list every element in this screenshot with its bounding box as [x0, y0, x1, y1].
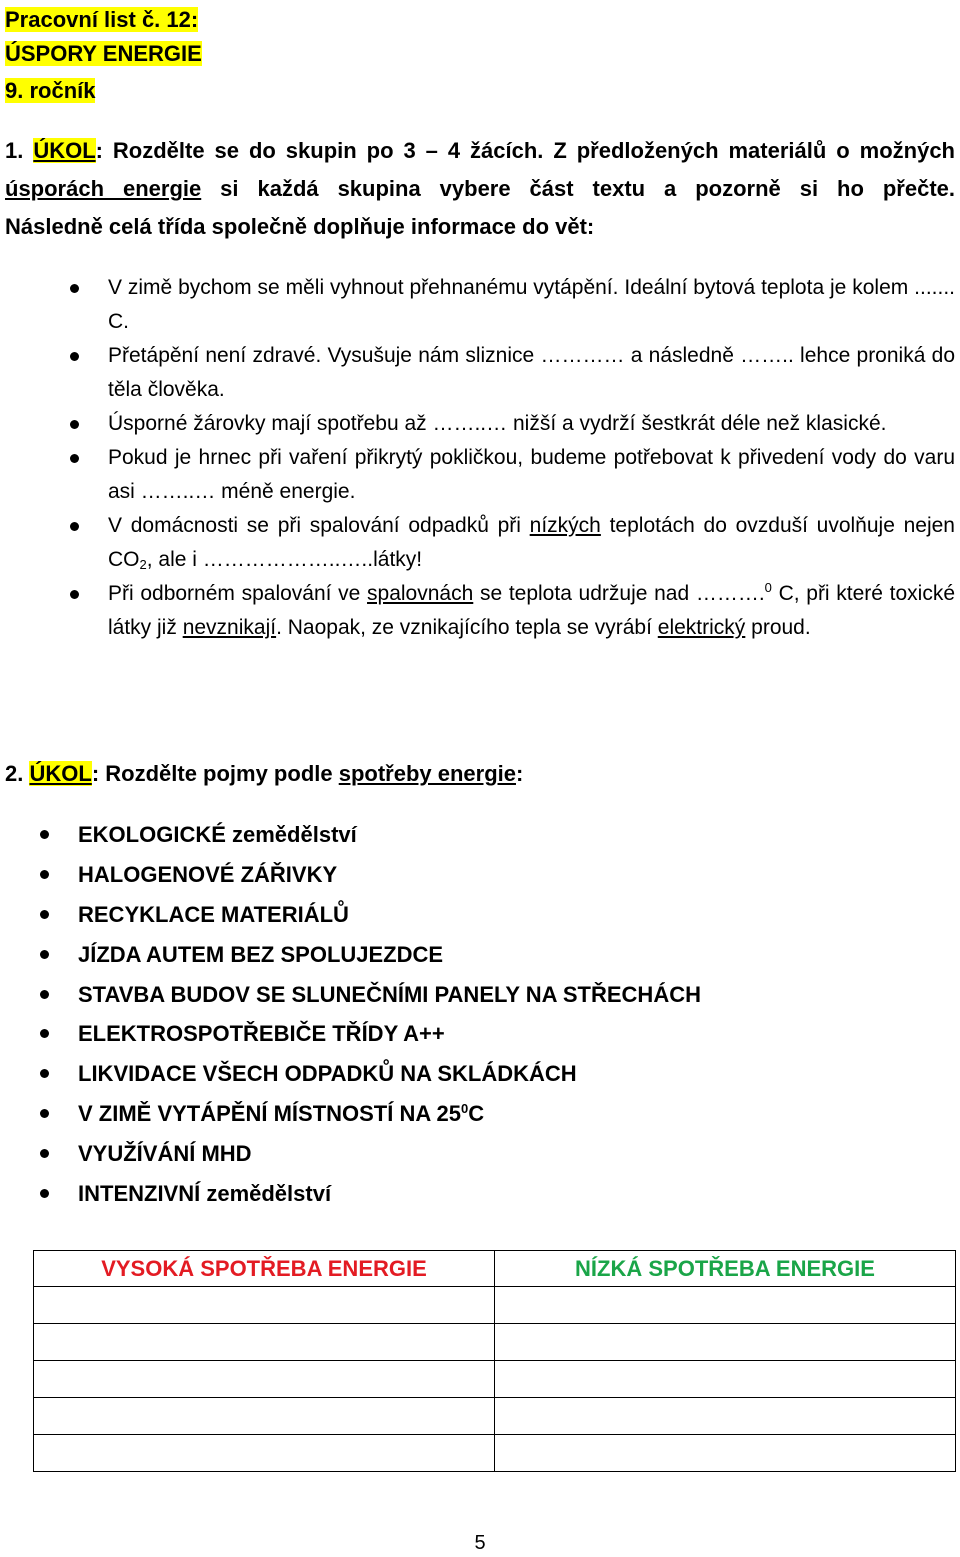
fill-item-text: Při odborném spalování ve: [108, 582, 368, 605]
fill-in-list: [70, 271, 955, 645]
page-number: 5: [474, 1532, 486, 1554]
task-2-link: spotřeby energie: [338, 761, 516, 786]
bullet-icon: [70, 454, 79, 463]
concept-text: STAVBA BUDOV SE SLUNEČNÍMI PANELY NA STŘECHÁCH: [78, 981, 701, 1007]
task-1-text-a: : Rozdělte se do skupin po 3 – 4 žácích. Z předložených materiálů o možných: [95, 138, 955, 163]
concept-text: EKOLOGICKÉ zemědělství: [78, 822, 357, 847]
concept-text: INTENZIVNÍ zemědělství: [78, 1181, 332, 1207]
concept-text: V ZIMĚ VYTÁPĚNÍ MÍSTNOSTÍ NA 25: [78, 1101, 462, 1127]
concept-list: [40, 815, 701, 1214]
task-1: [5, 132, 955, 246]
concept-item: [40, 1054, 701, 1094]
fill-item: [70, 509, 955, 577]
concept-item: [40, 1134, 701, 1174]
concept-text: ELEKTROSPOTŘEBIČE TŘÍDY A++: [78, 1021, 445, 1047]
task-1-line-2: [5, 170, 955, 208]
fill-item-text: Úsporné žárovky mají spotřebu až ……..… nižší a vydrží šestkrát déle než klasické.: [108, 412, 887, 435]
worksheet-topic: ÚSPORY ENERGIE: [5, 41, 202, 66]
concept-text: VYUŽÍVÁNÍ MHD: [78, 1141, 252, 1167]
high-consumption-header: VYSOKÁ SPOTŘEBA ENERGIE: [34, 1251, 495, 1287]
underlined-word: nízkých: [529, 514, 601, 537]
task-2: [5, 755, 955, 793]
bullet-icon: [40, 830, 49, 839]
table-cell[interactable]: [495, 1398, 956, 1435]
worksheet-title: [5, 3, 198, 37]
fill-item: [70, 407, 955, 441]
fill-item: [70, 441, 955, 509]
task-2-text-a: : Rozdělte pojmy podle: [91, 761, 339, 786]
table-cell[interactable]: [34, 1361, 495, 1398]
task-1-link: úsporách energie: [5, 176, 202, 201]
task-2-text-b: :: [516, 761, 524, 786]
concept-item: [40, 855, 701, 895]
bullet-icon: [40, 1149, 49, 1158]
table-row: [34, 1398, 956, 1435]
bullet-icon: [70, 352, 79, 361]
concept-item: [40, 1014, 701, 1054]
fill-item-text: C, při které toxické látky již: [108, 582, 956, 639]
bullet-icon: [70, 420, 79, 429]
concept-text: HALOGENOVÉ ZÁŘIVKY: [78, 861, 338, 887]
table-cell[interactable]: [495, 1435, 956, 1472]
table-row: [34, 1361, 956, 1398]
table-cell[interactable]: [495, 1324, 956, 1361]
task-1-text-b: si každá skupina vybere část textu a pozorně si ho přečte.: [201, 176, 955, 201]
table-row: [34, 1287, 956, 1324]
fill-item-text: V zimě bychom se měli vyhnout přehnanému vytápění. Ideální bytová teplota je kolem ....... C.: [108, 276, 955, 333]
concept-text: RECYKLACE MATERIÁLŮ: [78, 901, 349, 927]
task-2-number: 2.: [5, 761, 24, 786]
task-1-text-c: Následně celá třída společně doplňuje informace do vět:: [5, 214, 595, 239]
bullet-icon: [40, 990, 49, 999]
underlined-word: elektrický: [657, 616, 746, 639]
task-1-line-1: [5, 132, 955, 170]
table-cell[interactable]: [495, 1287, 956, 1324]
task-1-line-3: [5, 208, 955, 246]
concept-item: [40, 935, 701, 975]
fill-item-text: V domácnosti se při spalování odpadků při: [108, 514, 530, 537]
superscript: 0: [461, 1101, 469, 1117]
fill-item-text: se teplota udržuje nad ……….: [473, 582, 765, 605]
bullet-icon: [40, 1189, 49, 1198]
bullet-icon: [40, 1029, 49, 1038]
worksheet-topic-line: [5, 37, 202, 71]
underlined-word: spalovnách: [367, 582, 474, 605]
grade-line: [5, 74, 95, 108]
bullet-icon: [40, 870, 49, 879]
bullet-icon: [70, 522, 79, 531]
bullet-icon: [40, 950, 49, 959]
worksheet-number: Pracovní list č. 12:: [5, 7, 199, 32]
concept-item: [40, 1174, 701, 1214]
grade-label: 9. ročník: [5, 78, 96, 103]
bullet-icon: [40, 910, 49, 919]
fill-item: [70, 271, 955, 339]
task-2-label: ÚKOL: [29, 761, 92, 786]
concept-item: [40, 1094, 701, 1134]
energy-sort-table: [33, 1250, 956, 1472]
task-2-line: [5, 755, 955, 793]
concept-item: [40, 895, 701, 935]
fill-item-text: , ale i ………………..…..látky!: [146, 548, 423, 571]
fill-item-text: Pokud je hrnec při vaření přikrytý pokličkou, budeme potřebovat k přivedení vody do varu asi ……..… méně energie.: [108, 446, 955, 503]
table-cell[interactable]: [34, 1398, 495, 1435]
table-cell[interactable]: [34, 1435, 495, 1472]
superscript: 0: [764, 580, 772, 595]
fill-item: [70, 577, 955, 645]
fill-item: [70, 339, 955, 407]
table-row: [34, 1324, 956, 1361]
table-cell[interactable]: [34, 1324, 495, 1361]
table-cell[interactable]: [495, 1361, 956, 1398]
fill-item-text: proud.: [745, 616, 811, 639]
bullet-icon: [40, 1109, 49, 1118]
task-1-label: ÚKOL: [33, 138, 96, 163]
underlined-word: nevznikají: [182, 616, 277, 639]
fill-item-text: teplotách do ovzduší uvolňuje nejen CO: [108, 514, 955, 571]
bullet-icon: [70, 284, 79, 293]
table-row: [34, 1435, 956, 1472]
fill-item-text: . Naopak, ze vznikajícího tepla se vyrábí: [276, 616, 658, 639]
concept-text: JÍZDA AUTEM BEZ SPOLUJEZDCE: [78, 941, 444, 967]
concept-item: [40, 815, 701, 855]
bullet-icon: [40, 1069, 49, 1078]
low-consumption-header: NÍZKÁ SPOTŘEBA ENERGIE: [495, 1251, 956, 1287]
task-1-number: 1.: [5, 138, 24, 163]
table-header-row: [34, 1251, 956, 1287]
concept-item: [40, 975, 701, 1015]
bullet-icon: [70, 590, 79, 599]
table-cell[interactable]: [34, 1287, 495, 1324]
fill-item-text: Přetápění není zdravé. Vysušuje nám sliznice ………… a následně …….. lehce proniká do těla člověka.: [108, 344, 955, 401]
subscript: 2: [139, 557, 147, 572]
concept-text: C: [468, 1101, 485, 1127]
concept-text: LIKVIDACE VŠECH ODPADKŮ NA SKLÁDKÁCH: [78, 1061, 577, 1087]
